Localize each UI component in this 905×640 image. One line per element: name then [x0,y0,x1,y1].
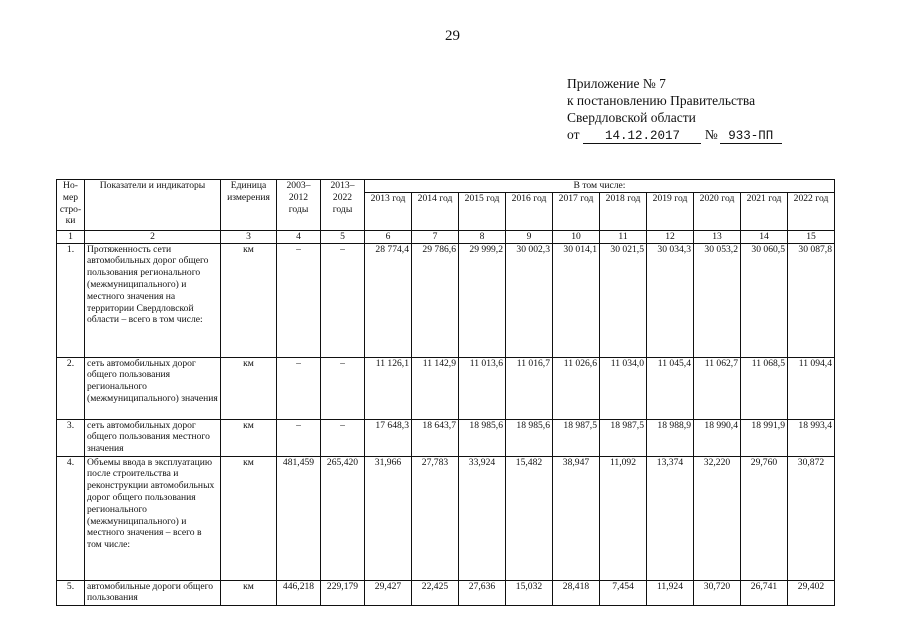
from-label: от [567,127,580,142]
row-value: 11 062,7 [694,357,741,419]
row-number: 3. [57,419,85,456]
header-indicator: Показатели и индикаторы [85,180,221,231]
row-value: 30,872 [788,456,835,580]
row-2003-2012: – [277,357,321,419]
row-value: 18 990,4 [694,419,741,456]
appendix-block [567,75,782,144]
row-value: 29 786,6 [412,243,459,357]
row-indicator: сеть автомобильных дорог общего пользования регионального (межмуниципального) значения [85,357,221,419]
table-row [57,419,835,456]
row-value: 27,783 [412,456,459,580]
row-value: 11 068,5 [741,357,788,419]
column-number: 12 [647,230,694,243]
table-row [57,456,835,580]
row-2003-2012: 446,218 [277,580,321,605]
page-number: 29 [445,28,460,44]
column-number: 10 [553,230,600,243]
row-number: 1. [57,243,85,357]
row-value: 30 014,1 [553,243,600,357]
indicators-table [56,179,835,606]
header-year: 2018 год [600,192,647,230]
row-value: 18 991,9 [741,419,788,456]
row-indicator: автомобильные дороги общего пользования [85,580,221,605]
row-value: 18 988,9 [647,419,694,456]
row-2003-2012: – [277,243,321,357]
row-value: 11 142,9 [412,357,459,419]
header-year: 2017 год [553,192,600,230]
row-value: 13,374 [647,456,694,580]
header-2003-2012: 2003–2012 годы [277,180,321,231]
header-year: 2022 год [788,192,835,230]
column-number: 14 [741,230,788,243]
column-number: 4 [277,230,321,243]
row-2003-2012: 481,459 [277,456,321,580]
row-value: 11 126,1 [365,357,412,419]
row-value: 30,720 [694,580,741,605]
header-year: 2013 год [365,192,412,230]
header-year: 2014 год [412,192,459,230]
appendix-date-line [567,126,782,144]
column-number: 11 [600,230,647,243]
row-value: 33,924 [459,456,506,580]
appendix-title: Приложение № 7 [567,76,666,91]
column-number: 8 [459,230,506,243]
row-value: 22,425 [412,580,459,605]
row-2013-2022: 265,420 [321,456,365,580]
column-number: 5 [321,230,365,243]
row-value: 18 987,5 [553,419,600,456]
row-unit: км [221,456,277,580]
header-unit: Единица измерения [221,180,277,231]
row-value: 27,636 [459,580,506,605]
row-value: 18 985,6 [459,419,506,456]
appendix-region: Свердловской области [567,110,696,125]
row-value: 30 087,8 [788,243,835,357]
header-year: 2020 год [694,192,741,230]
row-value: 28 774,4 [365,243,412,357]
table-row [57,357,835,419]
row-number: 4. [57,456,85,580]
row-value: 30 060,5 [741,243,788,357]
row-value: 11 013,6 [459,357,506,419]
resolution-date: 14.12.2017 [583,129,701,144]
column-number-row [57,230,835,243]
row-value: 11 094,4 [788,357,835,419]
header-year: 2019 год [647,192,694,230]
row-indicator: Объемы ввода в эксплуатацию после строительства и реконструкции автомобильных дорог общего пользования регионального (межмуниципального) и местного значения – всего в том числе: [85,456,221,580]
row-2013-2022: 229,179 [321,580,365,605]
row-value: 26,741 [741,580,788,605]
row-value: 29 999,2 [459,243,506,357]
row-number: 2. [57,357,85,419]
row-unit: км [221,580,277,605]
row-value: 29,427 [365,580,412,605]
row-2013-2022: – [321,419,365,456]
row-value: 11 034,0 [600,357,647,419]
resolution-number: 933-ПП [720,129,782,144]
column-number: 15 [788,230,835,243]
row-2013-2022: – [321,243,365,357]
row-unit: км [221,357,277,419]
row-value: 18 643,7 [412,419,459,456]
row-value: 11 026,6 [553,357,600,419]
number-label: № [704,127,718,142]
row-value: 30 021,5 [600,243,647,357]
header-year: 2021 год [741,192,788,230]
header-year: 2016 год [506,192,553,230]
row-unit: км [221,419,277,456]
row-value: 11,092 [600,456,647,580]
row-value: 15,032 [506,580,553,605]
column-number: 7 [412,230,459,243]
row-value: 11,924 [647,580,694,605]
row-value: 29,402 [788,580,835,605]
column-number: 13 [694,230,741,243]
row-value: 38,947 [553,456,600,580]
column-number: 3 [221,230,277,243]
row-value: 17 648,3 [365,419,412,456]
header-row-number: Но-мер стро-ки [57,180,85,231]
row-value: 18 987,5 [600,419,647,456]
column-number: 2 [85,230,221,243]
row-number: 5. [57,580,85,605]
row-value: 30 002,3 [506,243,553,357]
column-number: 1 [57,230,85,243]
table-row [57,243,835,357]
row-value: 7,454 [600,580,647,605]
row-unit: км [221,243,277,357]
row-value: 30 053,2 [694,243,741,357]
row-value: 29,760 [741,456,788,580]
row-indicator: сеть автомобильных дорог общего пользования местного значения [85,419,221,456]
row-value: 15,482 [506,456,553,580]
row-value: 32,220 [694,456,741,580]
row-value: 30 034,3 [647,243,694,357]
header-including: В том числе: [365,180,835,193]
row-value: 11 045,4 [647,357,694,419]
row-indicator: Протяженность сети автомобильных дорог общего пользования регионального (межмуниципального) и местного значения на территории Свердловской области – всего в том числе: [85,243,221,357]
header-2013-2022: 2013–2022 годы [321,180,365,231]
header-year: 2015 год [459,192,506,230]
row-value: 18 993,4 [788,419,835,456]
column-number: 6 [365,230,412,243]
table-row [57,580,835,605]
row-value: 28,418 [553,580,600,605]
column-number: 9 [506,230,553,243]
row-value: 11 016,7 [506,357,553,419]
row-2003-2012: – [277,419,321,456]
appendix-resolution: к постановлению Правительства [567,93,756,108]
row-2013-2022: – [321,357,365,419]
row-value: 18 985,6 [506,419,553,456]
row-value: 31,966 [365,456,412,580]
